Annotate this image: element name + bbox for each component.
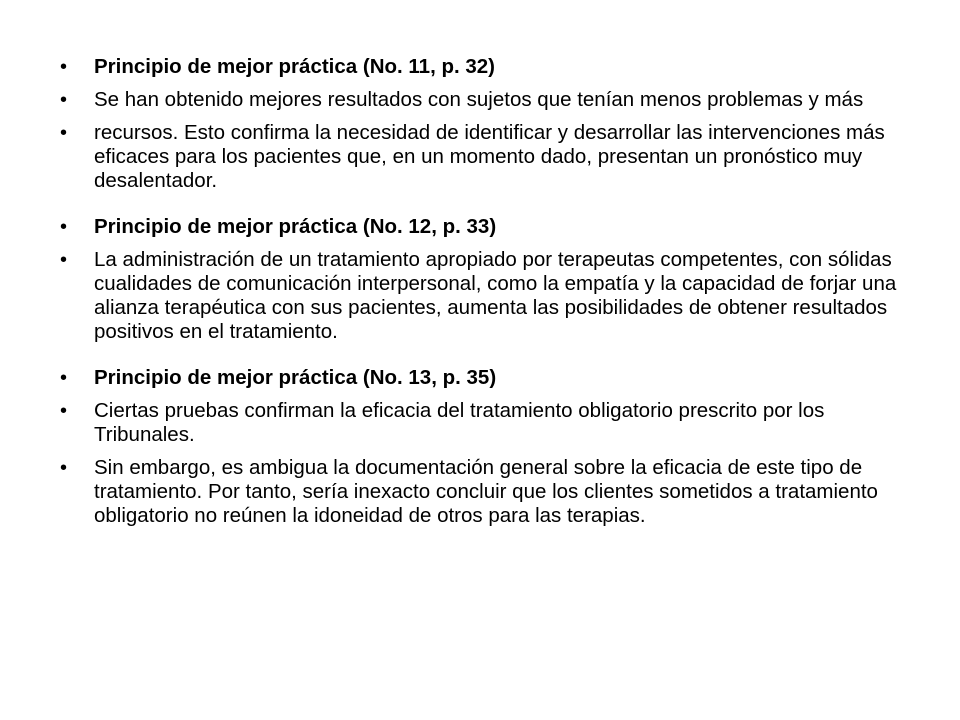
bullet-text: Principio de mejor práctica (No. 13, p. 35) (94, 366, 497, 389)
bullet-dot-icon: • (60, 216, 68, 238)
bullet-item (60, 456, 915, 528)
section-principle-13 (60, 366, 915, 528)
bullet-item-heading (60, 55, 915, 79)
section-principle-11 (60, 55, 915, 193)
bullet-item (60, 121, 915, 193)
bullet-item (60, 399, 915, 447)
bullet-text: La administración de un tratamiento apropiado por terapeutas competentes, con sólidas cualidades de comunicación interpersonal, como la empatía y la capacidad de forjar una alianza terapéutica con sus pacientes, aumenta las posibilidades de obtener resultados positivos en el tratamiento. (94, 248, 897, 343)
bullet-text: Se han obtenido mejores resultados con sujetos que tenían menos problemas y más (94, 88, 864, 111)
bullet-item (60, 248, 915, 344)
section-principle-12 (60, 215, 915, 344)
bullet-text: Principio de mejor práctica (No. 11, p. 32) (94, 55, 496, 78)
bullet-item-heading (60, 215, 915, 239)
bullet-dot-icon: • (60, 122, 68, 144)
bullet-text: Ciertas pruebas confirman la eficacia del tratamiento obligatorio prescrito por los Tribunales. (94, 399, 825, 446)
bullet-dot-icon: • (60, 400, 68, 422)
bullet-dot-icon: • (60, 367, 68, 389)
bullet-item-heading (60, 366, 915, 390)
bullet-text: Principio de mejor práctica (No. 12, p. 33) (94, 215, 497, 238)
bullet-dot-icon: • (60, 457, 68, 479)
bullet-dot-icon: • (60, 249, 68, 271)
bullet-dot-icon: • (60, 56, 68, 78)
bullet-text: Sin embargo, es ambigua la documentación general sobre la eficacia de este tipo de tratamiento. Por tanto, sería inexacto concluir que los clientes sometidos a tratamiento obligatorio no reúnen la idoneidad de otros para las terapias. (94, 456, 878, 527)
slide-body (60, 55, 915, 537)
bullet-text: recursos. Esto confirma la necesidad de identificar y desarrollar las intervenciones más eficaces para los pacientes que, en un momento dado, presentan un pronóstico muy desalentador. (94, 121, 885, 192)
bullet-dot-icon: • (60, 89, 68, 111)
bullet-item (60, 88, 915, 112)
